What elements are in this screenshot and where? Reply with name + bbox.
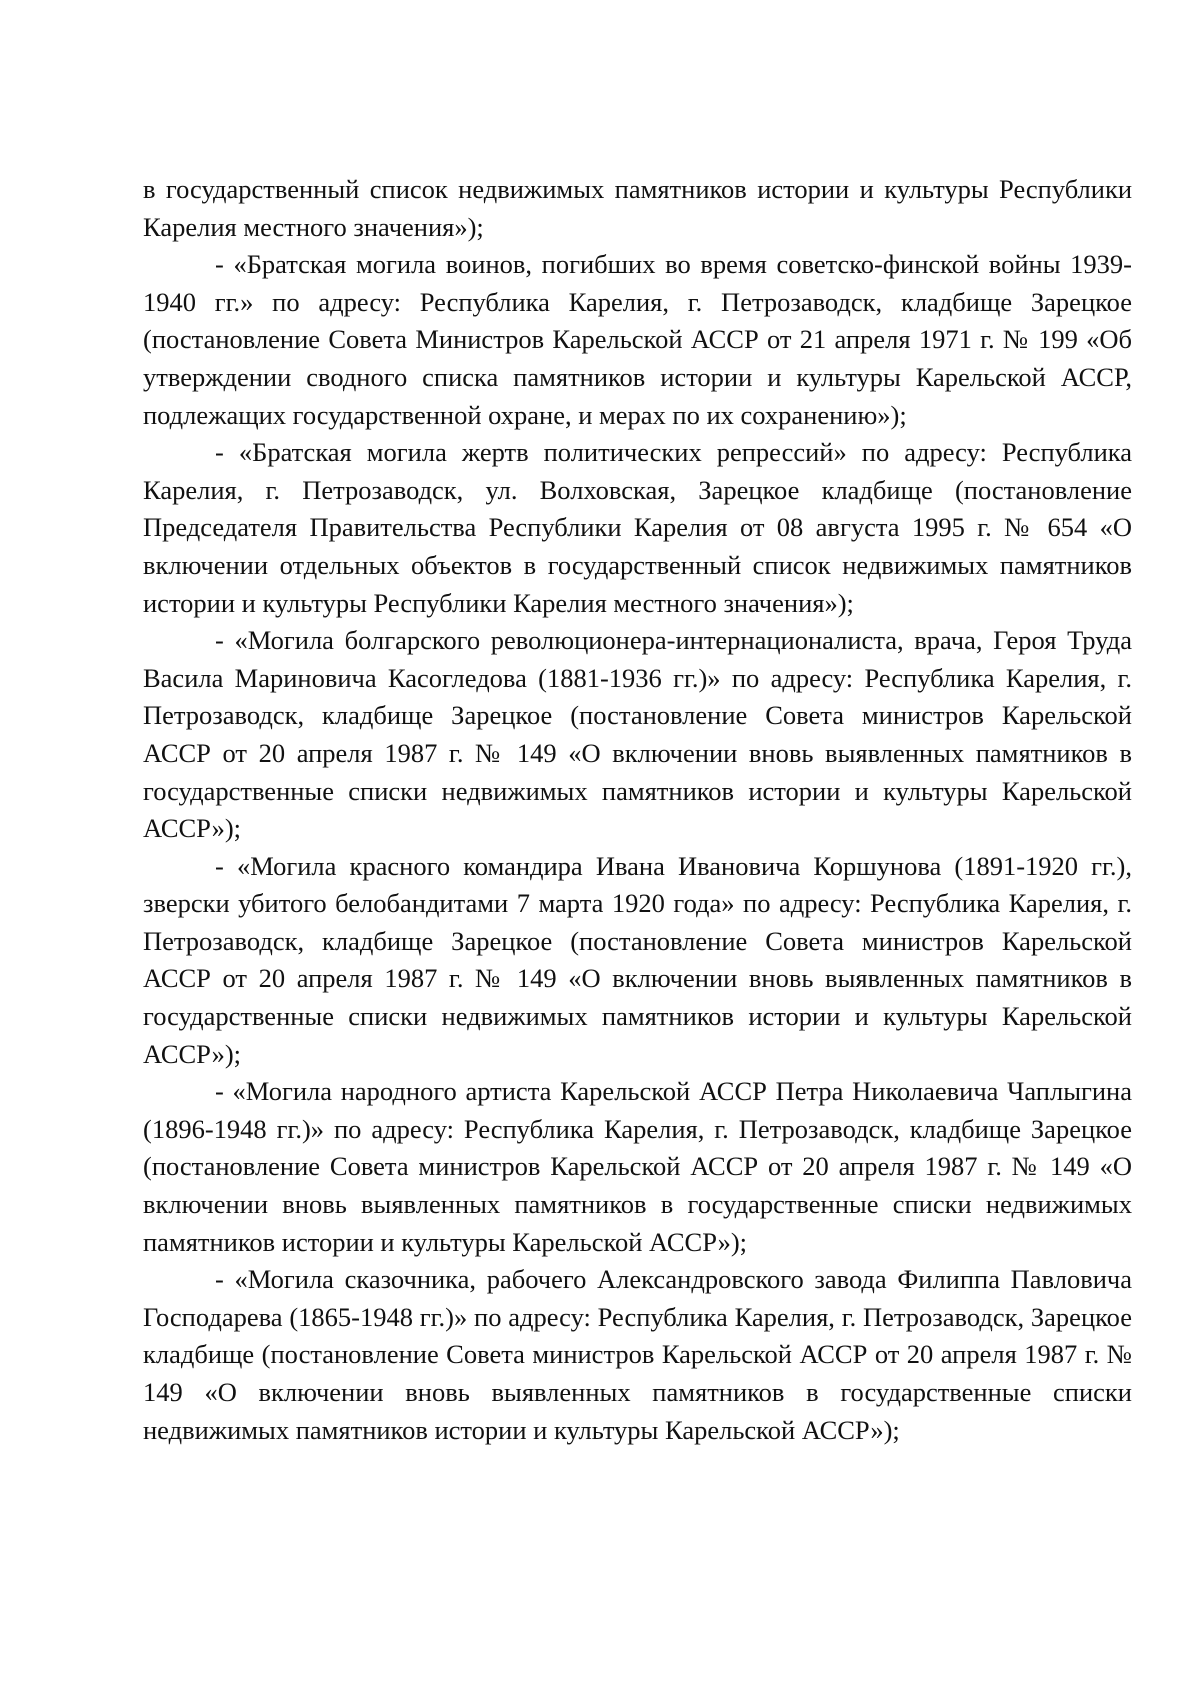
list-item-grave-kasogledov: - «Могила болгарского революционера-интернационалиста, врача, Героя Труда Васила Мариновича Касогледова (1881-1936 гг.)» по адресу: Республика Карелия, г. Петрозаводск, кладбище Зарецкое (постановление Совета министров Карельской АССР от 20 апреля 1987 г. № 149 «О включении вновь выявленных памятников в государственные списки недвижимых памятников истории и культуры Карельской АССР»); — [143, 625, 1132, 844]
list-item-grave-korshunov: - «Могила красного командира Ивана Ивановича Коршунова (1891-1920 гг.), зверски убитого белобандитами 7 марта 1920 года» по адресу: Республика Карелия, г. Петрозаводск, кладбище Зарецкое (постановление Совета министров Карельской АССР от 20 апреля 1987 г. № 149 «О включении вновь выявленных памятников в государственные списки недвижимых памятников истории и культуры Карельской АССР»); — [143, 850, 1132, 1069]
list-item-grave-chaplygin: - «Могила народного артиста Карельской АССР Петра Николаевича Чаплыгина (1896-1948 гг.)» по адресу: Республика Карелия, г. Петрозаводск, кладбище Зарецкое (постановление Совета министров Карельской АССР от 20 апреля 1987 г. № 149 «О включении вновь выявленных памятников в государственные списки недвижимых памятников истории и культуры Карельской АССР»); — [143, 1076, 1132, 1257]
list-item-grave-gospodarev: - «Могила сказочника, рабочего Александровского завода Филиппа Павловича Господарева (1865-1948 гг.)» по адресу: Республика Карелия, г. Петрозаводск, Зарецкое кладбище (постановление Совета министров Карельской АССР от 20 апреля 1987 г. № 149 «О включении вновь выявленных памятников в государственные списки недвижимых памятников истории и культуры Карельской АССР»); — [143, 1264, 1132, 1445]
list-item-mass-grave-political-repressions: - «Братская могила жертв политических репрессий» по адресу: Республика Карелия, г. Петрозаводск, ул. Волховская, Зарецкое кладбище (постановление Председателя Правительства Республики Карелия от 08 августа 1995 г. № 654 «О включении отдельных объектов в государственный список недвижимых памятников истории и культуры Республики Карелия местного значения»); — [143, 437, 1132, 618]
list-item-mass-grave-soviet-finnish-war: - «Братская могила воинов, погибших во время советско-финской войны 1939-1940 гг.» по адресу: Республика Карелия, г. Петрозаводск, кладбище Зарецкое (постановление Совета Министров Карельской АССР от 21 апреля 1971 г. № 199 «Об утверждении сводного списка памятников истории и культуры Карельской АССР, подлежащих государственной охране, и мерах по их сохранению»); — [143, 249, 1132, 430]
document-body — [143, 171, 1132, 1449]
paragraph-continuation: в государственный список недвижимых памятников истории и культуры Республики Карелия местного значения»); — [143, 174, 1132, 242]
